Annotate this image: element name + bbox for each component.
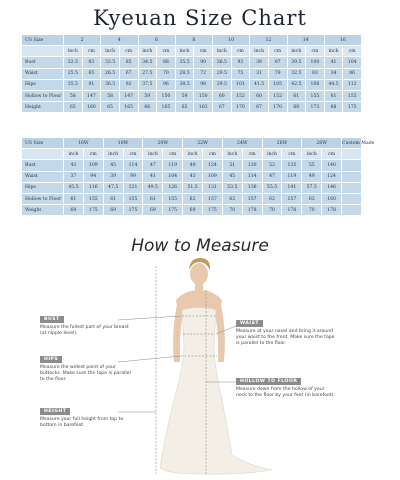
table-cell: 114 (123, 160, 143, 171)
table-cell: 70 (222, 205, 242, 216)
table-cell: 33.5 (101, 57, 120, 68)
height-label: HEIGHT (40, 408, 70, 415)
table-cell: 70 (262, 205, 282, 216)
table-cell: 59 (175, 90, 194, 101)
size-header-cell: 8 (175, 35, 212, 46)
table-cell: 65 (82, 68, 101, 79)
table-cell: 165 (119, 102, 138, 113)
table-cell: 119 (163, 160, 183, 171)
table-cell: 155 (163, 193, 183, 204)
table-cell: 88 (157, 57, 176, 68)
table-cell: 49 (302, 171, 322, 182)
waist-label: WAIST (236, 320, 263, 327)
table-cell: 175 (83, 205, 103, 216)
row-label: Hips (22, 182, 64, 193)
table-cell: 58 (64, 90, 83, 101)
table-cell: 39 (103, 171, 123, 182)
table-cell: 39.5 (287, 57, 306, 68)
table-cell: 119 (282, 171, 302, 182)
table-cell: 25.5 (64, 68, 83, 79)
table-cell: 146 (322, 182, 342, 193)
unit-inch-cell: inch (324, 46, 343, 57)
unit-inch-cell: inch (143, 149, 163, 160)
table-cell: 43 (183, 171, 203, 182)
table-cell: 41 (324, 57, 343, 68)
table-cell: 62 (222, 193, 242, 204)
table-cell: 178 (282, 205, 302, 216)
table-cell: 160 (322, 193, 342, 204)
unit-cm-cell: cm (343, 46, 362, 57)
table-cell: 44.5 (324, 79, 343, 90)
table-cell: 32.5 (64, 57, 83, 68)
row-label: Hollow to Floor (22, 193, 64, 204)
table-cell: 61 (324, 90, 343, 101)
table-cell: 43 (64, 160, 84, 171)
table-cell: 150 (194, 90, 213, 101)
unit-inch-cell: inch (302, 149, 322, 160)
size-header-cell: 16W (64, 138, 104, 149)
table-cell: 86 (343, 68, 362, 79)
table-cell: 97 (268, 57, 287, 68)
unit-inch-cell: inch (103, 149, 123, 160)
table-cell: 31 (250, 68, 269, 79)
table-cell: 61 (64, 193, 84, 204)
unit-cm-cell: cm (163, 149, 183, 160)
unit-cm-cell: cm (242, 149, 262, 160)
row-label: Hips (22, 79, 64, 90)
table-cell: 35.5 (64, 79, 83, 90)
table-cell: 131 (203, 182, 223, 193)
table-cell: 26.5 (101, 68, 120, 79)
table-cell: 36.5 (213, 57, 232, 68)
unit-inch-cell: inch (138, 46, 157, 57)
table-cell: 72 (194, 68, 213, 79)
unit-inch-cell: inch (64, 46, 83, 57)
model-head (190, 263, 208, 285)
table-cell: 79 (268, 68, 287, 79)
size-header-cell: 4 (101, 35, 138, 46)
table-cell: 90 (194, 57, 213, 68)
table-cell: 51 (222, 160, 242, 171)
table-cell: 49 (183, 160, 203, 171)
model-neck (195, 283, 203, 290)
table-cell: 63 (302, 193, 322, 204)
size-header-cell: 26W (262, 138, 302, 149)
table-cell: 92 (119, 79, 138, 90)
row-label: Hollow to Floor (22, 90, 64, 101)
table-cell: 96 (157, 79, 176, 90)
table-cell: 175 (343, 102, 362, 113)
table-cell: 47.5 (103, 182, 123, 193)
table-cell: 70 (302, 205, 322, 216)
table-cell: 175 (203, 205, 223, 216)
table-cell: 170 (231, 102, 250, 113)
table-cell: 36.5 (101, 79, 120, 90)
table-cell: 55.5 (262, 182, 282, 193)
table-cell: 27.5 (138, 68, 157, 79)
table-cell: 75 (231, 68, 250, 79)
table-cell: 69 (103, 205, 123, 216)
table-cell: 155 (306, 90, 325, 101)
table-cell: 67 (119, 68, 138, 79)
table-cell: 83 (82, 57, 101, 68)
table-cell: 173 (306, 102, 325, 113)
unit-cm-cell: cm (83, 149, 103, 160)
table-cell: 112 (343, 79, 362, 90)
table-cell: 140 (322, 160, 342, 171)
row-label: Bust (22, 57, 64, 68)
table-cell: 42.5 (287, 79, 306, 90)
table-cell: 109 (203, 171, 223, 182)
table-cell: 61 (143, 193, 163, 204)
unit-cm-cell: cm (306, 46, 325, 57)
table-cell: 104 (163, 171, 183, 182)
table-cell: 155 (123, 193, 143, 204)
table-cell: 109 (83, 160, 103, 171)
table-cell: 157 (242, 193, 262, 204)
table-cell: 91 (82, 79, 101, 90)
waist-text: Measure at your navel and bring it around your waist to the front. Make sure the tape is parallel to the floor. (236, 329, 335, 346)
table-cell: 58 (101, 90, 120, 101)
table-cell: 150 (157, 90, 176, 101)
table-cell: 99 (123, 171, 143, 182)
table-cell: 94 (83, 171, 103, 182)
hips-text: Measure the widest point of your buttocks. Make sure the tape is parallel to the floor. (40, 365, 131, 382)
table-cell: 157 (203, 193, 223, 204)
table-cell: 41.5 (250, 79, 269, 90)
table-cell: 53.5 (222, 182, 242, 193)
table-cell: 178 (322, 205, 342, 216)
table-cell: 136 (242, 182, 262, 193)
table-cell: 57.5 (302, 182, 322, 193)
unit-inch-cell: inch (250, 46, 269, 57)
table-cell: 147 (119, 90, 138, 101)
hips-label: HIPS (40, 356, 62, 363)
table-cell: 62 (183, 193, 203, 204)
table-cell: 37 (64, 171, 84, 182)
bust-label: BUST (40, 316, 64, 323)
size-header-cell: 2 (64, 35, 101, 46)
unit-cm-cell: cm (268, 46, 287, 57)
table-cell: 67 (250, 102, 269, 113)
table-cell: 68 (324, 102, 343, 113)
table-cell: 126 (163, 182, 183, 193)
row-label: Bust (22, 160, 64, 171)
table-cell: 29.5 (213, 68, 232, 79)
table-cell: 60 (213, 90, 232, 101)
table-cell: 170 (268, 102, 287, 113)
table-cell: 108 (306, 79, 325, 90)
table-cell: 55 (302, 160, 322, 171)
table-cell: 155 (343, 90, 362, 101)
unit-cm-cell: cm (119, 46, 138, 57)
unit-cm-cell: cm (123, 149, 143, 160)
table-cell: 124 (203, 160, 223, 171)
table-cell: 147 (82, 90, 101, 101)
unit-cm-cell: cm (203, 149, 223, 160)
table-cell: 175 (163, 205, 183, 216)
size-header-cell: 24W (222, 138, 262, 149)
table-cell: 165 (157, 102, 176, 113)
unit-inch-cell: inch (262, 149, 282, 160)
table-cell: 152 (268, 90, 287, 101)
unit-cm-cell: cm (322, 149, 342, 160)
table-cell: 65 (64, 102, 83, 113)
unit-cm-cell: cm (157, 46, 176, 57)
table-cell: 37.5 (138, 79, 157, 90)
table-cell: 59 (138, 90, 157, 101)
row-label: Height (22, 102, 64, 113)
size-header-label: US Size (22, 35, 64, 46)
table-cell: 69 (143, 205, 163, 216)
table-cell: 104 (343, 57, 362, 68)
table-cell: 61 (287, 90, 306, 101)
unit-inch-cell: inch (287, 46, 306, 57)
unit-inch-cell: inch (213, 46, 232, 57)
table-cell: 39.5 (213, 79, 232, 90)
size-header-cell: 16 (324, 35, 361, 46)
table-cell: 70 (157, 68, 176, 79)
size-header-cell: 12 (250, 35, 287, 46)
unit-inch-cell: inch (175, 46, 194, 57)
table-cell: 35.5 (175, 57, 194, 68)
table-cell: 65 (175, 102, 194, 113)
table-cell: 53 (262, 160, 282, 171)
table-cell: 28.5 (175, 68, 194, 79)
table-cell: 69 (183, 205, 203, 216)
table-cell: 51.5 (183, 182, 203, 193)
table-cell: 34.5 (138, 57, 157, 68)
bust-text: Measure the fullest part of your breast (at nipple level). (40, 325, 129, 336)
table-cell: 141 (282, 182, 302, 193)
unit-inch-cell: inch (64, 149, 84, 160)
table-cell: 105 (268, 79, 287, 90)
table-cell: 45.5 (64, 182, 84, 193)
table-cell: 85 (119, 57, 138, 68)
table-cell: 47 (143, 160, 163, 171)
table-cell: 121 (123, 182, 143, 193)
size-header-cell: 22W (183, 138, 223, 149)
table-cell: 66 (138, 102, 157, 113)
table-cell: 155 (83, 193, 103, 204)
unit-cm-cell: cm (282, 149, 302, 160)
table-cell: 152 (231, 90, 250, 101)
table-cell: 67 (213, 102, 232, 113)
size-header-cell: 6 (138, 35, 175, 46)
table-cell: 38.5 (175, 79, 194, 90)
custom-made-cell: Custom Made (342, 138, 362, 149)
size-header-cell: 28W (302, 138, 342, 149)
table-cell: 130 (242, 160, 262, 171)
table-cell: 93 (231, 57, 250, 68)
table-cell: 175 (123, 205, 143, 216)
model-arm-left (173, 300, 184, 362)
row-label: Weight (22, 205, 64, 216)
table-cell: 116 (83, 182, 103, 193)
table-cell: 101 (231, 79, 250, 90)
table-cell: 100 (306, 57, 325, 68)
unit-inch-cell: inch (101, 46, 120, 57)
hollow-to-floor-text: Measure down from the hollow of your neck to the floor by your feet (in barefoot). (236, 387, 335, 398)
table-cell: 163 (194, 102, 213, 113)
table-cell: 65 (101, 102, 120, 113)
row-label: Waist (22, 68, 64, 79)
unit-cm-cell: cm (194, 46, 213, 57)
chart-title: Kyeuan Size Chart (93, 6, 307, 30)
unit-inch-cell: inch (222, 149, 242, 160)
table-cell: 68 (287, 102, 306, 113)
table-cell: 61 (103, 193, 123, 204)
table-cell: 98 (194, 79, 213, 90)
size-header-cell: 10 (213, 35, 250, 46)
table-cell: 34 (324, 68, 343, 79)
size-header-cell: 14 (287, 35, 324, 46)
table-cell: 124 (322, 171, 342, 182)
table-cell: 32.5 (287, 68, 306, 79)
table-cell: 62 (262, 193, 282, 204)
unit-cm-cell: cm (82, 46, 101, 57)
table-cell: 41 (143, 171, 163, 182)
table-cell: 135 (282, 160, 302, 171)
row-label: Waist (22, 171, 64, 182)
table-cell: 114 (242, 171, 262, 182)
size-header-cell: 20W (143, 138, 183, 149)
table-cell: 157 (282, 193, 302, 204)
unit-cm-cell: cm (231, 46, 250, 57)
height-text: Measure your full height from top to bottom in barefoot. (40, 417, 124, 428)
table-cell: 83 (306, 68, 325, 79)
size-header-label: US Size (22, 138, 64, 149)
table-cell: 178 (242, 205, 262, 216)
table-cell: 38 (250, 57, 269, 68)
table-cell: 45 (103, 160, 123, 171)
table-cell: 160 (82, 102, 101, 113)
how-to-measure-title: How to Measure (131, 236, 269, 256)
table-cell: 69 (64, 205, 84, 216)
table-cell: 45 (222, 171, 242, 182)
table-cell: 47 (262, 171, 282, 182)
unit-inch-cell: inch (183, 149, 203, 160)
table-cell: 60 (250, 90, 269, 101)
size-header-cell: 18W (103, 138, 143, 149)
hollow-to-floor-label: HOLLOW TO FLOOR (236, 378, 301, 385)
table-cell: 49.5 (143, 182, 163, 193)
